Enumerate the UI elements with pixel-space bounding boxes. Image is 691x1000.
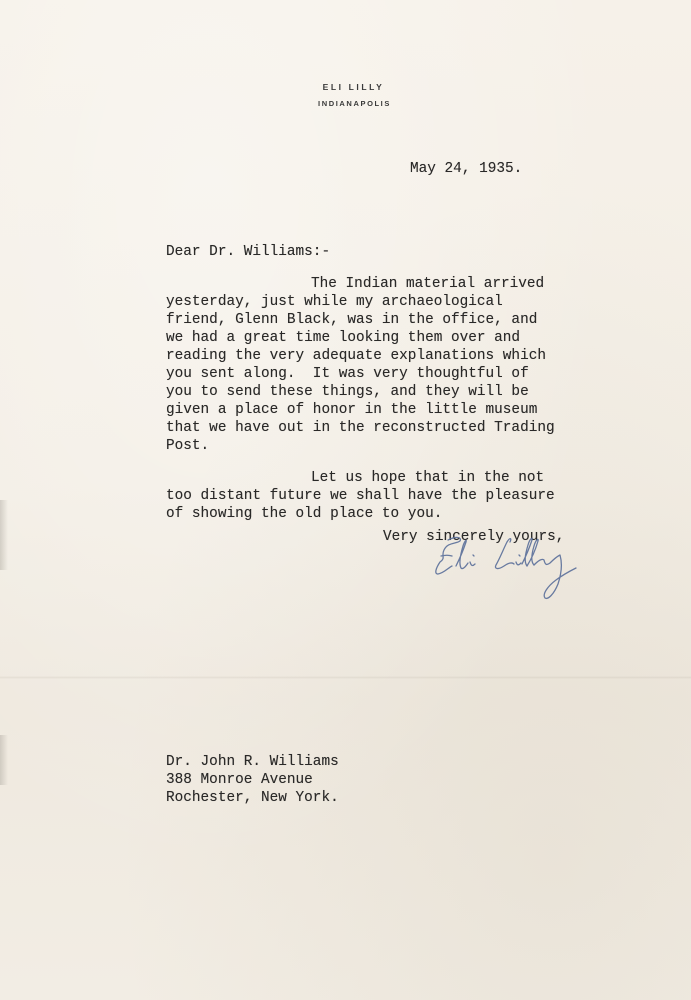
paragraph-line: Let us hope that in the not — [311, 470, 545, 486]
edge-mark — [0, 500, 8, 570]
signature-icon — [426, 528, 596, 608]
edge-mark — [0, 735, 8, 785]
address-line: Dr. John R. Williams — [166, 754, 339, 770]
closing: Very sincerely yours, — [383, 529, 565, 545]
address-line: Rochester, New York. — [166, 790, 339, 806]
paragraph-line: reading the very adequate explanations which — [166, 348, 546, 364]
paragraph-line: Post. — [166, 438, 210, 454]
paragraph-line: friend, Glenn Black, was in the office, and — [166, 312, 538, 328]
address-line: 388 Monroe Avenue — [166, 772, 313, 788]
paragraph-line: The Indian material arrived — [311, 276, 545, 292]
fold-crease — [0, 676, 691, 679]
letterhead-city: INDIANAPOLIS — [318, 99, 391, 108]
letterhead-name: ELI LILLY — [322, 82, 385, 92]
paragraph-line: you to send these things, and they will be — [166, 384, 529, 400]
paragraph-line: too distant future we shall have the pleasure — [166, 488, 555, 504]
paragraph-line: that we have out in the reconstructed Trading — [166, 420, 555, 436]
paragraph-line: of showing the old place to you. — [166, 506, 443, 522]
paragraph-line: yesterday, just while my archaeological — [166, 294, 503, 310]
salutation: Dear Dr. Williams:- — [166, 244, 331, 260]
paragraph-line: we had a great time looking them over and — [166, 330, 521, 346]
letter-date: May 24, 1935. — [410, 161, 523, 177]
paragraph-line: given a place of honor in the little museum — [166, 402, 538, 418]
paragraph-line: you sent along. It was very thoughtful of — [166, 366, 529, 382]
